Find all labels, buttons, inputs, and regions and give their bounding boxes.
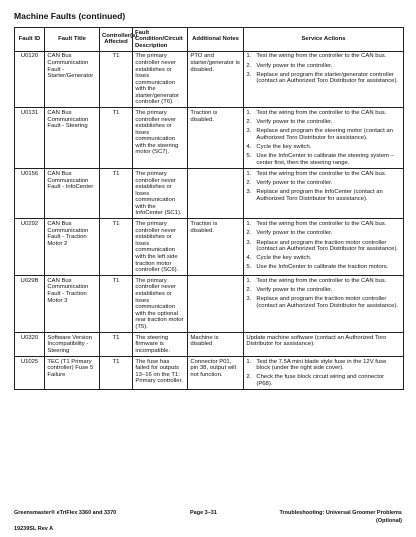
service-action-step xyxy=(246,144,400,151)
fault-title-cell: TEC (T1 Primary controller) Fuse 5 Failure xyxy=(45,356,100,390)
condition-cell: The primary controller never establishes or loses communication with the steering motor (SC7). xyxy=(133,108,188,169)
fault-id-cell: U0131 xyxy=(15,108,45,169)
service-action-step xyxy=(246,374,400,387)
service-action-step xyxy=(246,171,400,178)
footer-section-sub: (Optional) xyxy=(376,517,402,524)
service-actions-cell xyxy=(244,51,404,108)
notes-cell xyxy=(188,276,244,333)
step-number: 2. xyxy=(246,180,252,187)
service-actions-list xyxy=(246,359,400,388)
footer-product: Greensmaster® eTriFlex 3360 and 3370 xyxy=(14,510,117,516)
table-row xyxy=(15,51,404,108)
step-number: 1. xyxy=(246,53,252,60)
notes-cell: Traction is disabled. xyxy=(188,219,244,276)
service-action-step xyxy=(246,240,400,253)
table-row xyxy=(15,356,404,390)
machine-faults-table xyxy=(14,27,404,390)
service-actions-list xyxy=(246,221,400,271)
service-actions-cell xyxy=(244,332,404,356)
notes-cell: Machine is disabled xyxy=(188,332,244,356)
header-fault-title: Fault Title xyxy=(45,28,100,52)
table-row xyxy=(15,276,404,333)
service-action-step xyxy=(246,110,400,117)
step-number: 3. xyxy=(246,189,252,196)
notes-cell: Traction is disabled. xyxy=(188,108,244,169)
controllers-cell: T1 xyxy=(100,356,133,390)
header-condition: Fault Condition/Circuit Description xyxy=(133,28,188,52)
service-action-step xyxy=(246,72,400,85)
step-text: Test the wiring from the controller to the CAN bus. xyxy=(256,53,387,60)
step-text: Replace and program the steering motor (contact an Authorized Toro Distributor for assistance). xyxy=(256,128,393,141)
step-number: 2. xyxy=(246,287,252,294)
notes-cell: PTO and starter/generator is disabled. xyxy=(188,51,244,108)
step-number: 3. xyxy=(246,71,252,78)
controllers-cell: T1 xyxy=(100,219,133,276)
table-row xyxy=(15,108,404,169)
service-action-step xyxy=(246,255,400,262)
page-heading: Machine Faults (continued) xyxy=(14,11,126,21)
fault-id-cell: U0292 xyxy=(15,219,45,276)
step-text: Use the InfoCenter to calibrate the traction motors. xyxy=(256,264,389,271)
step-number: 2. xyxy=(246,62,252,69)
condition-cell: The primary controller never establishes or loses communication with the left side traction motor controller (SC6). xyxy=(133,219,188,276)
step-number: 1. xyxy=(246,110,252,117)
step-text: Verify power to the controller. xyxy=(256,230,333,237)
service-action-step xyxy=(246,119,400,126)
service-actions-list xyxy=(246,171,400,202)
step-number: 3. xyxy=(246,128,252,135)
service-actions-cell xyxy=(244,108,404,169)
step-number: 2. xyxy=(246,374,252,381)
condition-cell: The steering firmware is incompatible. xyxy=(133,332,188,356)
service-actions-cell xyxy=(244,356,404,390)
step-text: Use the InfoCenter to calibrate the steering system – center first, then the steering range. xyxy=(256,153,394,166)
service-action-text: Update machine software (contact an Authorized Toro Distributor for assistance). xyxy=(246,334,387,348)
condition-cell: The primary controller never establishes or loses communication with the InfoCenter (SC1). xyxy=(133,169,188,219)
fault-title-cell: CAN Bus Communication Fault - Traction Motor 3 xyxy=(45,276,100,333)
step-number: 2. xyxy=(246,230,252,237)
step-number: 1. xyxy=(246,358,252,365)
footer-model: 19239SL Rev A xyxy=(14,526,54,532)
step-text: Test the wiring from the controller to the CAN bus. xyxy=(256,221,387,228)
footer-page-number: Page 3–31 xyxy=(190,510,217,516)
service-actions-cell xyxy=(244,276,404,333)
service-action-step xyxy=(246,230,400,237)
step-text: Cycle the key switch. xyxy=(256,144,312,151)
fault-title-cell: Software Version Incompatibility - Steering xyxy=(45,332,100,356)
step-number: 4. xyxy=(246,144,252,151)
fault-id-cell: U1025 xyxy=(15,356,45,390)
step-text: Test the wiring from the controller to the CAN bus. xyxy=(256,110,387,117)
step-number: 1. xyxy=(246,277,252,284)
fault-title-cell: CAN Bus Communication Fault - InfoCenter xyxy=(45,169,100,219)
step-number: 3. xyxy=(246,239,252,246)
step-number: 4. xyxy=(246,255,252,262)
header-controllers: Controller(s) Affected xyxy=(100,28,133,52)
step-number: 1. xyxy=(246,171,252,178)
step-number: 5. xyxy=(246,153,252,160)
fault-id-cell: U029B xyxy=(15,276,45,333)
step-text: Verify power to the controller. xyxy=(256,287,333,294)
service-action-step xyxy=(246,128,400,141)
step-text: Test the 7.5A mini blade style fuse in the 12V fuse block (under the right side cover). xyxy=(256,358,387,372)
service-action-step xyxy=(246,287,400,294)
step-number: 1. xyxy=(246,221,252,228)
step-text: Replace and program the traction motor controller (contact an Authorized Toro Distributor for assistance). xyxy=(256,239,399,253)
service-action-step xyxy=(246,63,400,70)
step-text: Replace and program the starter/generator controller (contact an Authorized Toro Distributor for assistance). xyxy=(256,71,399,85)
notes-cell xyxy=(188,169,244,219)
step-text: Replace and program the InfoCenter (contact an Authorized Toro Distributor for assistance). xyxy=(256,189,383,202)
notes-cell: Connector P01, pin 38, output will not function. xyxy=(188,356,244,390)
header-actions: Service Actions xyxy=(244,28,404,52)
table-row xyxy=(15,332,404,356)
fault-title-cell: CAN Bus Communication Fault - Starter/Generator xyxy=(45,51,100,108)
service-action-step xyxy=(246,278,400,285)
service-action-step xyxy=(246,296,400,309)
step-text: Cycle the key switch. xyxy=(256,255,312,262)
service-action-step xyxy=(246,264,400,271)
controllers-cell: T1 xyxy=(100,51,133,108)
service-action-step xyxy=(246,221,400,228)
header-fault-id: Fault ID xyxy=(15,28,45,52)
condition-cell: The primary controller never establishes or loses communication with the starter/generator controller (T6). xyxy=(133,51,188,108)
fault-title-cell: CAN Bus Communication Fault - Traction Motor 2 xyxy=(45,219,100,276)
service-actions-cell xyxy=(244,219,404,276)
controllers-cell: T1 xyxy=(100,108,133,169)
controllers-cell: T1 xyxy=(100,276,133,333)
controllers-cell: T1 xyxy=(100,332,133,356)
footer-section: Troubleshooting: Universal Groomer Problems xyxy=(279,510,402,516)
service-actions-list xyxy=(246,110,400,166)
fault-id-cell: U0156 xyxy=(15,169,45,219)
service-action-step xyxy=(246,53,400,60)
step-text: Verify power to the controller. xyxy=(256,62,333,69)
service-actions-list xyxy=(246,278,400,309)
step-text: Replace and program the traction motor controller (contact an Authorized Toro Distributor for assistance). xyxy=(256,296,399,309)
service-action-step xyxy=(246,359,400,372)
table-row xyxy=(15,219,404,276)
controllers-cell: T1 xyxy=(100,169,133,219)
step-text: Test the wiring from the controller to the CAN bus. xyxy=(256,171,387,178)
fault-title-cell: CAN Bus Communication Fault - Steering xyxy=(45,108,100,169)
step-text: Verify power to the controller. xyxy=(256,119,333,126)
step-number: 5. xyxy=(246,264,252,271)
service-action-step xyxy=(246,153,400,166)
header-notes: Additional Notes xyxy=(188,28,244,52)
service-actions-list xyxy=(246,53,400,84)
fault-id-cell: U0120 xyxy=(15,51,45,108)
service-action-step xyxy=(246,189,400,202)
fault-id-cell: U0320 xyxy=(15,332,45,356)
step-text: Check the fuse block circuit wiring and connector (P68). xyxy=(256,374,385,387)
condition-cell: The fuse has failed for outputs 13–16 on the T1: Primary controller. xyxy=(133,356,188,390)
step-number: 3. xyxy=(246,296,252,303)
service-actions-cell xyxy=(244,169,404,219)
condition-cell: The primary controller never establishes or loses communication with the optional rear traction motor (T5). xyxy=(133,276,188,333)
step-text: Verify power to the controller. xyxy=(256,180,333,187)
step-number: 2. xyxy=(246,119,252,126)
table-row xyxy=(15,169,404,219)
table-header-row xyxy=(15,28,404,52)
service-action-step xyxy=(246,180,400,187)
step-text: Test the wiring from the controller to the CAN bus. xyxy=(256,277,387,284)
